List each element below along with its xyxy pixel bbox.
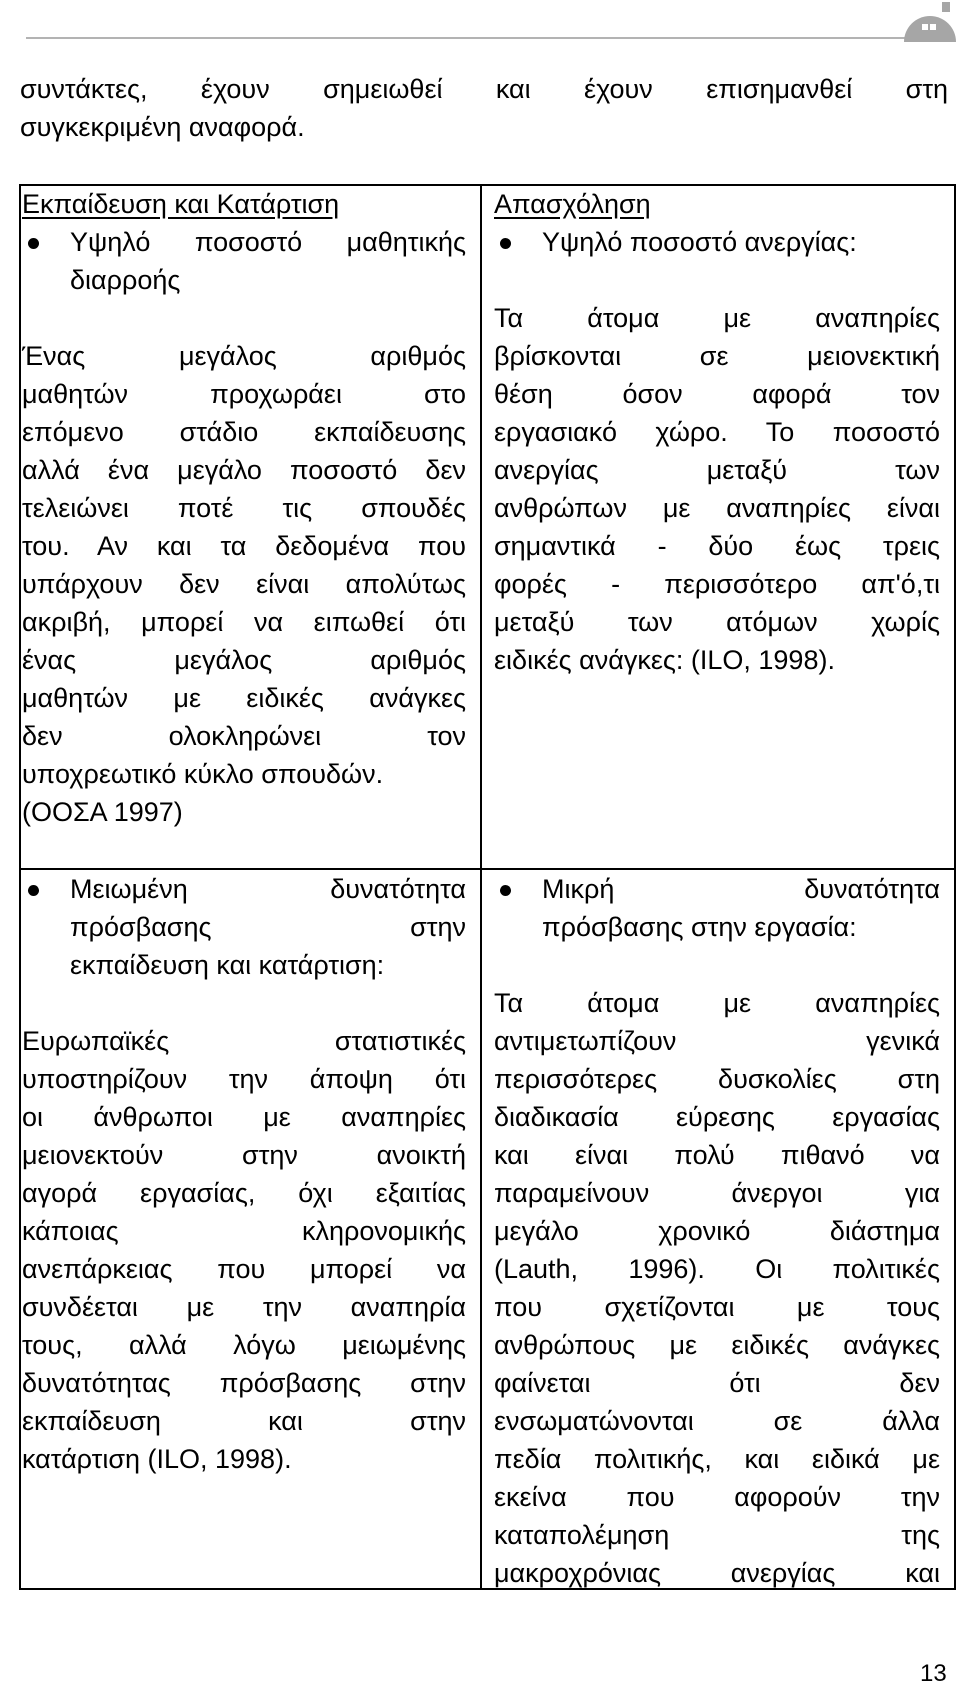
text-line: μαθητών προχωράει στο [22,379,466,409]
table-right-border [954,184,956,1590]
cell-education-bottom [22,870,466,1478]
text-line: (Lauth, 1996). Οι πολιτικές [494,1254,940,1284]
bullet-line: πρόσβασης στην [70,912,466,942]
text-line: τους, αλλά λόγω μειωμένης [22,1330,466,1360]
text-line: υποστηρίζουν την άποψη ότι [22,1064,466,1094]
text-line: φορές - περισσότερο απ'ό,τι [494,569,940,599]
bullet-line: Υψηλό ποσοστό ανεργίας: [542,227,857,257]
text-line: παραμείνουν άνεργοι για [494,1178,940,1208]
bullet-icon [500,238,511,249]
text-line: αντιμετωπίζουν γενικά [494,1026,940,1056]
page-number: 13 [920,1660,947,1687]
text-line: που σχετίζονται με τους [494,1292,940,1322]
text-line: ακριβή, μπορεί να ειπωθεί ότι [22,607,466,637]
text-line: και είναι πολύ πιθανό να [494,1140,940,1170]
table-left-border [19,184,21,1590]
text-line: (ΟΟΣΑ 1997) [22,797,183,827]
text-line: καταπολέμηση της [494,1520,940,1550]
text-line: Ένας μεγάλος αριθμός [22,341,466,371]
text-line: κάποιας κληρονομικής [22,1216,466,1246]
employment-access-text [494,984,940,1592]
text-line: μεγάλο χρονικό διάστημα [494,1216,940,1246]
text-line: τελειώνει ποτέ τις σπουδές [22,493,466,523]
bullet-line: Υψηλό ποσοστό μαθητικής [70,227,466,257]
text-line: μειονεκτούν στην ανοικτή [22,1140,466,1170]
education-bullet [22,223,466,299]
bullet-icon [28,238,39,249]
text-line: επόμενο στάδιο εκπαίδευσης [22,417,466,447]
text-line: εργασιακό χώρο. Το ποσοστό [494,417,940,447]
bullet-line: διαρροής [70,265,181,295]
text-line: Ευρωπαϊκές στατιστικές [22,1026,466,1056]
text-line: ανθρώπους με ειδικές ανάγκες [494,1330,940,1360]
intro-paragraph [20,70,948,146]
text-line: εκπαίδευση και στην [22,1406,466,1436]
bullet-line: Μειωμένη δυνατότητα [70,874,466,904]
text-line: μακροχρόνιας ανεργίας και [494,1558,940,1588]
text-line: κατάρτιση (ILO, 1998). [22,1444,292,1474]
text-line: ειδικές ανάγκες: (ILO, 1998). [494,645,835,675]
cell-education-top [22,185,466,831]
text-line: Τα άτομα με αναπηρίες [494,988,940,1018]
unemployment-text [494,299,940,679]
text-line: μαθητών με ειδικές ανάγκες [22,683,466,713]
text-line: ανθρώπων με αναπηρίες είναι [494,493,940,523]
text-line: ανεπάρκειας που μπορεί να [22,1254,466,1284]
text-line: φαίνεται ότι δεν [494,1368,940,1398]
intro-line-1: συντάκτες, έχουν σημειωθεί και έχουν επισημανθεί στη [20,74,948,104]
text-line: ανεργίας μεταξύ των [494,455,940,485]
header-rule [26,37,912,39]
education-heading: Εκπαίδευση και Κατάρτιση [22,189,340,219]
employment-bullet [494,223,940,261]
cell-employment-bottom [494,870,940,1592]
text-line: του. Αν και τα δεδομένα που [22,531,466,561]
education-dropout-text [22,337,466,831]
bullet-line: πρόσβασης στην εργασία: [542,912,857,942]
cell-employment-top [494,185,940,679]
bullet-icon [28,885,39,896]
text-line: βρίσκονται σε μειονεκτική [494,341,940,371]
employment-heading: Απασχόληση [494,189,651,219]
table-column-divider [480,184,482,1590]
text-line: οι άνθρωποι με αναπηρίες [22,1102,466,1132]
employment-access-bullet [494,870,940,946]
text-line: θέση όσον αφορά τον [494,379,940,409]
bullet-icon [500,885,511,896]
text-line: περισσότερες δυσκολίες στη [494,1064,940,1094]
text-line: διαδικασία εύρεσης εργασίας [494,1102,940,1132]
text-line: ένας μεγάλος αριθμός [22,645,466,675]
text-line: εκείνα που αφορούν την [494,1482,940,1512]
publisher-logo-icon [898,0,960,44]
education-access-text [22,1022,466,1478]
text-line: μεταξύ των ατόμων χωρίς [494,607,940,637]
text-line: συνδέεται με την αναπηρία [22,1292,466,1322]
intro-line-2: συγκεκριμένη αναφορά. [20,112,305,142]
text-line: ενσωματώνονται σε άλλα [494,1406,940,1436]
text-line: αγορά εργασίας, όχι εξαιτίας [22,1178,466,1208]
education-access-bullet [22,870,466,984]
text-line: δεν ολοκληρώνει τον [22,721,466,751]
bullet-line: εκπαίδευση και κατάρτιση: [70,950,385,980]
text-line: αλλά ένα μεγάλο ποσοστό δεν [22,455,466,485]
text-line: υπάρχουν δεν είναι απολύτως [22,569,466,599]
text-line: πεδία πολιτικής, και ειδικά με [494,1444,940,1474]
text-line: σημαντικά - δύο έως τρεις [494,531,940,561]
text-line: δυνατότητας πρόσβασης στην [22,1368,466,1398]
text-line: Τα άτομα με αναπηρίες [494,303,940,333]
bullet-line: Μικρή δυνατότητα [542,874,940,904]
text-line: υποχρεωτικό κύκλο σπουδών. [22,759,384,789]
